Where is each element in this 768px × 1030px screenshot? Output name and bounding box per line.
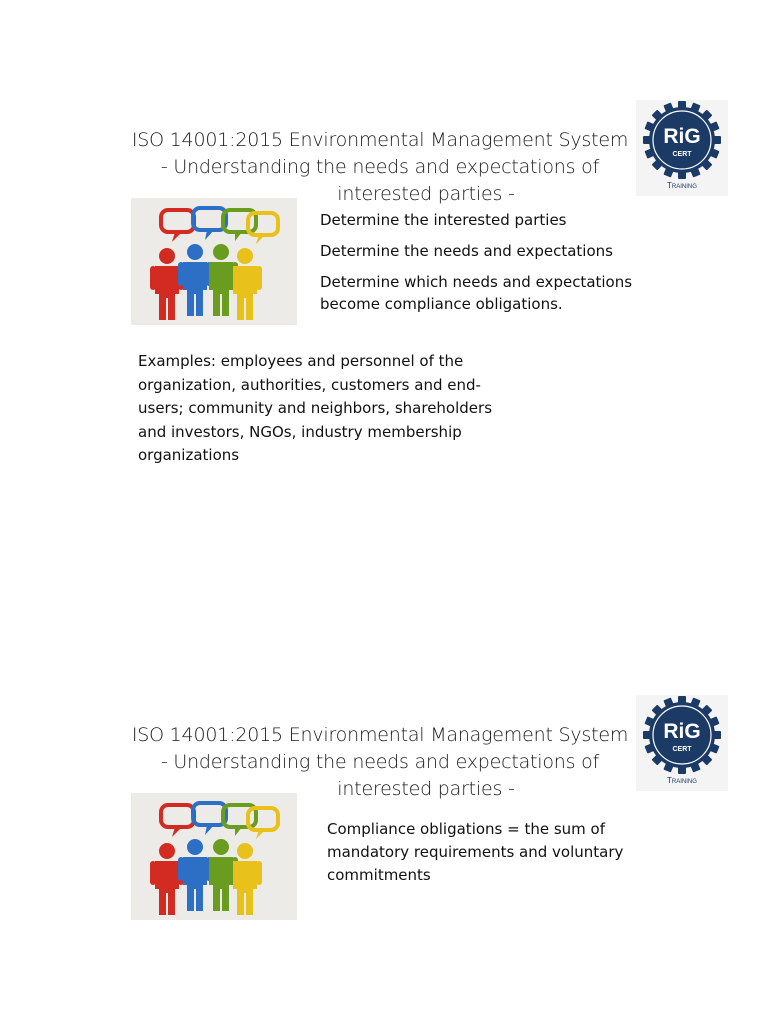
slide-title bbox=[120, 127, 640, 208]
compliance-text: Compliance obligations = the sum of mandatory requirements and voluntary commitments bbox=[327, 820, 624, 884]
bullet-item: Determine which needs and expectations become compliance obligations. bbox=[320, 273, 633, 313]
bullet-item: Determine the needs and expectations bbox=[320, 242, 613, 260]
people-illustration bbox=[131, 793, 297, 920]
logo-tag: Training bbox=[667, 181, 697, 190]
title-line-2: - Understanding the needs and expectations of bbox=[160, 156, 600, 178]
title-line-3: interested parties - bbox=[337, 778, 515, 800]
bullet-list bbox=[320, 209, 720, 324]
rig-cert-logo bbox=[636, 100, 728, 196]
logo-tag: Training bbox=[667, 776, 697, 785]
title-line-1: ISO 14001:2015 Environmental Management System bbox=[131, 129, 629, 151]
slide-title bbox=[120, 722, 640, 803]
bullet-item: Determine the interested parties bbox=[320, 211, 567, 229]
people-illustration bbox=[131, 198, 297, 325]
title-line-2: - Understanding the needs and expectations of bbox=[160, 751, 600, 773]
logo-sub: CERT bbox=[672, 151, 692, 158]
title-line-3: interested parties - bbox=[337, 183, 515, 205]
logo-name: RiG bbox=[663, 125, 701, 148]
slide-2 bbox=[0, 690, 768, 1030]
title-line-1: ISO 14001:2015 Environmental Management System bbox=[131, 724, 629, 746]
logo-sub: CERT bbox=[672, 746, 692, 753]
logo-name: RiG bbox=[663, 720, 701, 743]
rig-cert-logo bbox=[636, 695, 728, 791]
examples-text: Examples: employees and personnel of the organization, authorities, customers and end-users; community and neighbors, shareholders and investors, NGOs, industry membership organizations bbox=[138, 352, 493, 464]
slide-1 bbox=[0, 95, 768, 464]
